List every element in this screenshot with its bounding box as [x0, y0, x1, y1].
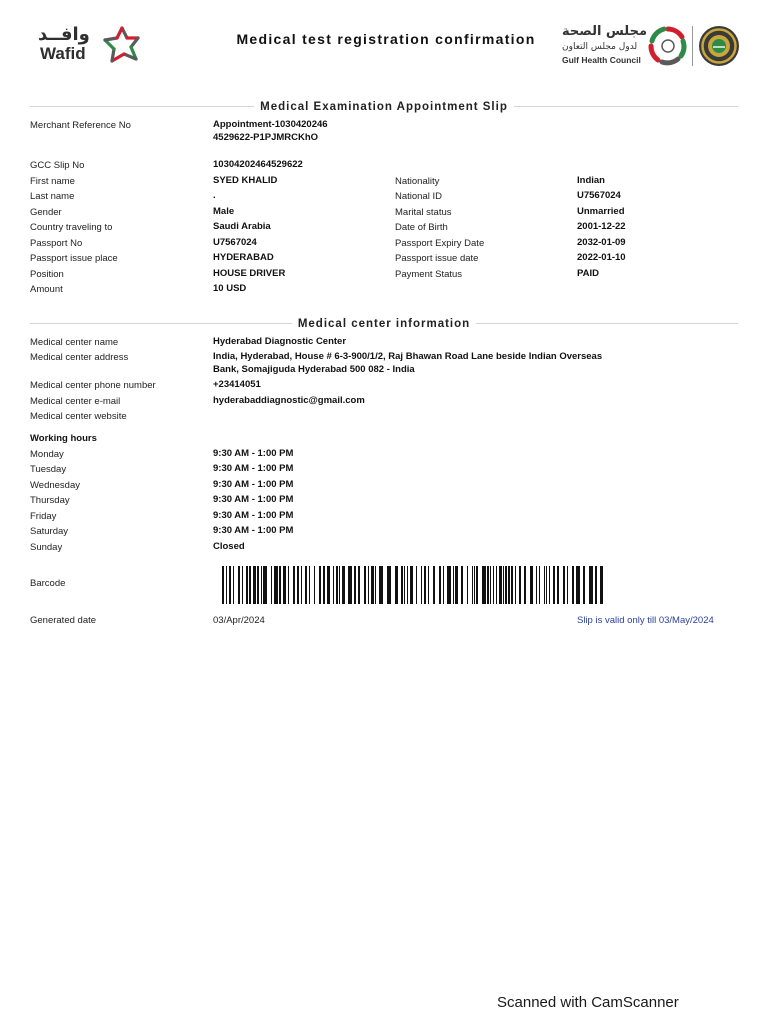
day-label-tuesday: Tuesday — [30, 464, 67, 475]
generated-date-value: 03/Apr/2024 — [213, 615, 265, 626]
passport-expiry-value: 2032-01-09 — [577, 237, 626, 248]
dob-value: 2001-12-22 — [577, 221, 626, 232]
passport-expiry-label: Passport Expiry Date — [395, 238, 485, 249]
center-email-label: Medical center e-mail — [30, 396, 121, 407]
day-hours-tuesday: 9:30 AM - 1:00 PM — [213, 463, 294, 474]
last-name-label: Last name — [30, 191, 75, 202]
last-name-value: . — [213, 190, 216, 201]
center-name-value: Hyderabad Diagnostic Center — [213, 336, 347, 347]
document-title: Medical test registration confirmation — [236, 31, 536, 47]
day-label-monday: Monday — [30, 449, 64, 460]
center-website-label: Medical center website — [30, 411, 127, 422]
gulf-health-council-logo — [560, 22, 742, 72]
gcc-emblem-icon — [698, 25, 740, 67]
ghc-logo-arabic-main: مجلس الصحة — [562, 24, 648, 39]
slip-validity-text: Slip is valid only till 03/May/2024 — [577, 615, 714, 626]
amount-label: Amount — [30, 284, 63, 295]
center-address-value: India, Hyderabad, House # 6-3-900/1/2, Raj Bhawan Road Lane beside Indian Overseas Bank, Somajiguda Hyderabad 500 082 - India — [213, 351, 603, 375]
national-id-value: U7567024 — [577, 190, 621, 201]
passport-place-label: Passport issue place — [30, 253, 118, 264]
passport-no-label: Passport No — [30, 238, 83, 249]
nationality-value: Indian — [577, 175, 605, 186]
document-header — [0, 0, 768, 90]
wafid-logo — [38, 24, 148, 68]
country-label: Country traveling to — [30, 222, 113, 233]
center-address-label: Medical center address — [30, 352, 129, 363]
position-value: HOUSE DRIVER — [213, 268, 286, 279]
ghc-flag-ring-icon — [646, 24, 690, 68]
barcode-image — [222, 566, 608, 604]
gender-value: Male — [213, 206, 235, 217]
marital-status-label: Marital status — [395, 207, 452, 218]
passport-issue-date-label: Passport issue date — [395, 253, 479, 264]
day-label-saturday: Saturday — [30, 526, 69, 537]
passport-issue-date-value: 2022-01-10 — [577, 252, 626, 263]
day-hours-saturday: 9:30 AM - 1:00 PM — [213, 525, 294, 536]
gender-label: Gender — [30, 207, 62, 218]
passport-no-value: U7567024 — [213, 237, 257, 248]
day-hours-wednesday: 9:30 AM - 1:00 PM — [213, 479, 294, 490]
day-label-sunday: Sunday — [30, 542, 63, 553]
wafid-logo-english: Wafid — [40, 44, 86, 63]
ghc-logo-arabic-sub: لدول مجلس التعاون — [562, 42, 638, 52]
first-name-value: SYED KHALID — [213, 175, 278, 186]
passport-place-value: HYDERABAD — [213, 252, 274, 263]
day-label-wednesday: Wednesday — [30, 480, 80, 491]
day-label-friday: Friday — [30, 511, 57, 522]
merchant-ref-value: Appointment-10304202464529622-P1PJMRCKhO — [213, 119, 328, 143]
camscanner-watermark: Scanned with CamScanner — [497, 994, 679, 1011]
generated-date-label: Generated date — [30, 615, 97, 626]
payment-status-value: PAID — [577, 268, 599, 279]
national-id-label: National ID — [395, 191, 442, 202]
day-hours-friday: 9:30 AM - 1:00 PM — [213, 510, 294, 521]
appointment-section-title: Medical Examination Appointment Slip — [254, 101, 514, 113]
barcode-label: Barcode — [30, 578, 66, 589]
center-section-title: Medical center information — [292, 318, 476, 330]
center-name-label: Medical center name — [30, 337, 119, 348]
center-phone-value: +23414051 — [213, 379, 261, 390]
payment-status-label: Payment Status — [395, 269, 463, 280]
center-email-value: hyderabaddiagnostic@gmail.com — [213, 395, 365, 406]
marital-status-value: Unmarried — [577, 206, 625, 217]
first-name-label: First name — [30, 176, 75, 187]
position-label: Position — [30, 269, 64, 280]
day-hours-thursday: 9:30 AM - 1:00 PM — [213, 494, 294, 505]
country-value: Saudi Arabia — [213, 221, 271, 232]
day-hours-sunday: Closed — [213, 541, 245, 552]
day-label-thursday: Thursday — [30, 495, 70, 506]
logo-separator — [692, 26, 693, 66]
amount-value: 10 USD — [213, 283, 247, 294]
center-section-heading — [30, 316, 738, 330]
merchant-ref-label: Merchant Reference No — [30, 120, 131, 131]
gcc-slip-label: GCC Slip No — [30, 160, 85, 171]
center-phone-label: Medical center phone number — [30, 380, 156, 391]
day-hours-monday: 9:30 AM - 1:00 PM — [213, 448, 294, 459]
working-hours-title: Working hours — [30, 433, 97, 444]
wafid-logo-arabic: وافــد — [38, 24, 90, 45]
ghc-logo-english: Gulf Health Council — [562, 55, 641, 65]
dob-label: Date of Birth — [395, 222, 448, 233]
nationality-label: Nationality — [395, 176, 440, 187]
gcc-slip-value: 10304202464529622 — [213, 159, 303, 170]
wafid-star-icon — [100, 24, 144, 68]
appointment-section-heading — [30, 99, 738, 113]
